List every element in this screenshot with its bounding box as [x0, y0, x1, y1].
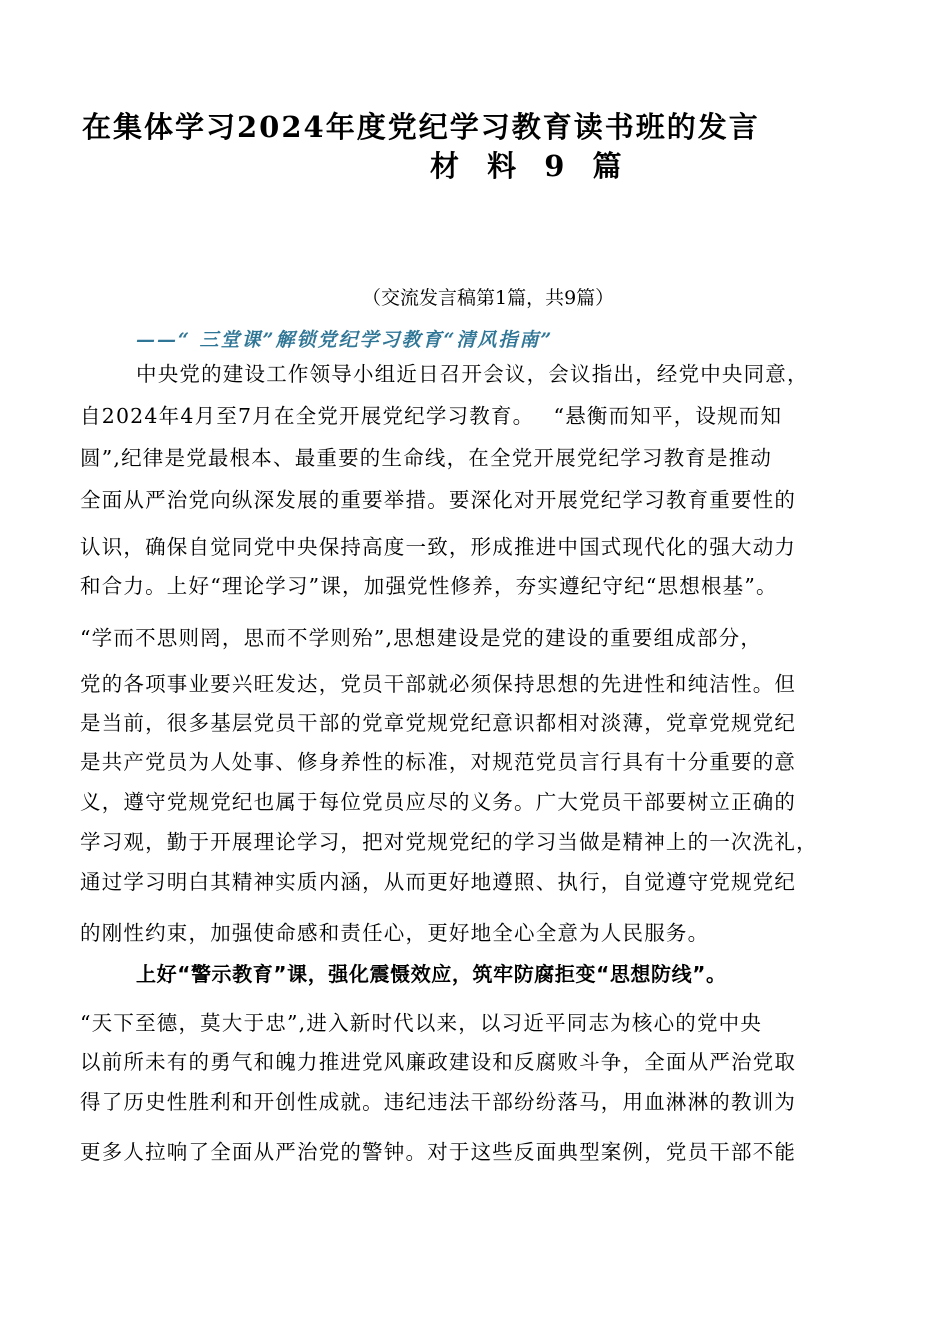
body-line: 中央党的建设工作领导小组近日召开会议，会议指出，经党中央同意， — [136, 362, 809, 386]
body-line: “天下至德，莫大于忠”,进入新时代以来，以习近平同志为核心的党中央 — [80, 1011, 763, 1035]
body-line: 义，遵守党规党纪也属于每位党员应尽的义务。广大党员干部要树立正确的 — [80, 790, 797, 814]
body-line: 全面从严治党向纵深发展的重要举措。要深化对开展党纪学习教育重要性的 — [80, 488, 797, 512]
body-line: 圆”,纪律是党最根本、最重要的生命线，在全党开展党纪学习教育是推动 — [80, 446, 773, 470]
body-line: 学习观，勤于开展理论学习，把对党规党纪的学习当做是精神上的一次洗礼， — [80, 830, 818, 854]
document-title-line-1: 在集体学习2024年度党纪学习教育读书班的发言 — [82, 110, 760, 144]
body-line: 更多人拉响了全面从严治党的警钟。对于这些反面典型案例，党员干部不能 — [80, 1140, 797, 1164]
body-line: 党的各项事业要兴旺发达，党员干部就必须保持思想的先进性和纯洁性。但 — [80, 672, 797, 696]
body-line: 是当前，很多基层党员干部的党章党规党纪意识都相对淡薄，党章党规党纪 — [80, 711, 797, 735]
body-line: “学而不思则罔，思而不学则殆”,思想建设是党的建设的重要组成部分， — [80, 626, 763, 650]
body-line: 是共产党员为人处事、修身养性的标准，对规范党员言行具有十分重要的意 — [80, 750, 797, 774]
body-line: 得了历史性胜利和开创性成就。违纪违法干部纷纷落马，用血淋淋的教训为 — [80, 1090, 797, 1114]
bold-subheading: 上好“警示教育”课，强化震慑效应，筑牢防腐拒变“思想防线”。 — [136, 962, 727, 986]
document-title-line-2: 材 料 9 篇 — [430, 149, 631, 183]
body-line: 和合力。上好“理论学习”课，加强党性修养，夯实遵纪守纪“思想根基”。 — [80, 574, 778, 598]
document-subtitle: （交流发言稿第1篇，共9篇） — [362, 287, 615, 309]
section-heading: ——“ 三堂课”解锁党纪学习教育“清风指南” — [136, 329, 554, 351]
body-line: 以前所未有的勇气和魄力推进党风廉政建设和反腐败斗争，全面从严治党取 — [80, 1050, 797, 1074]
body-line: 通过学习明白其精神实质内涵，从而更好地遵照、执行，自觉遵守党规党纪 — [80, 870, 797, 894]
body-line: 认识，确保自觉同党中央保持高度一致，形成推进中国式现代化的强大动力 — [80, 535, 797, 559]
body-line: 的刚性约束，加强使命感和责任心，更好地全心全意为人民服务。 — [80, 921, 710, 945]
body-line: 自2024年4月至7月在全党开展党纪学习教育。 “悬衡而知平，设规而知 — [80, 404, 783, 428]
